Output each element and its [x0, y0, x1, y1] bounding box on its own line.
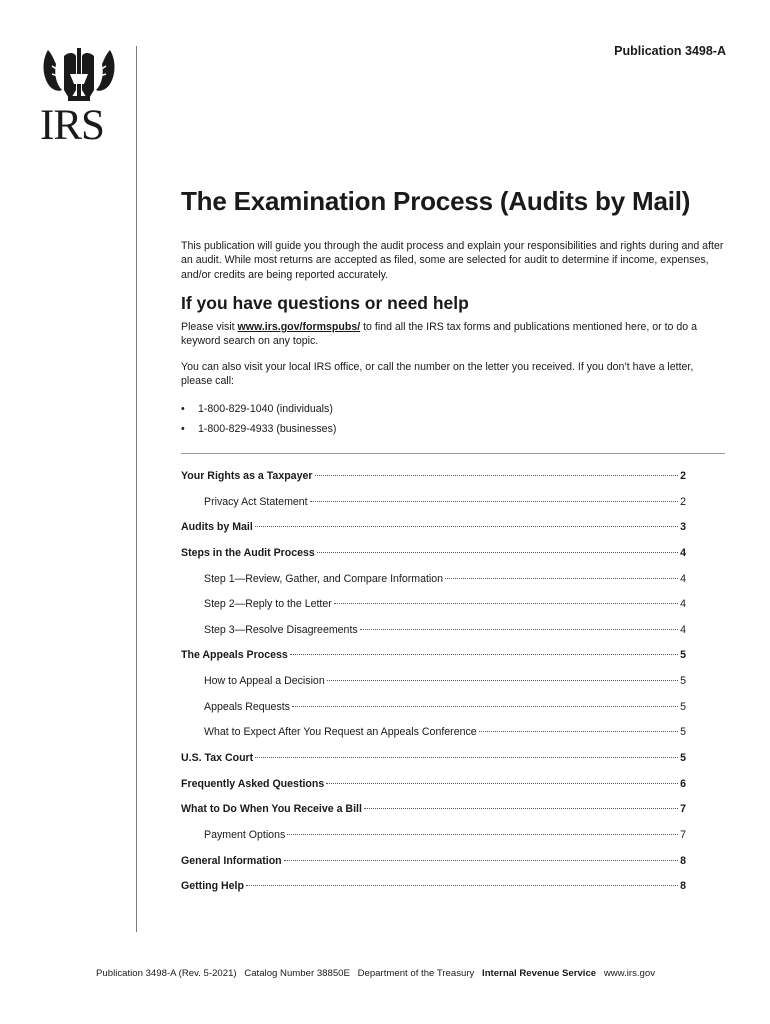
- toc-leader: [292, 706, 678, 707]
- list-item: [181, 399, 336, 419]
- toc-entry-page: 5: [680, 700, 686, 713]
- toc-entry-page: 5: [680, 726, 686, 739]
- toc-entry-label: Steps in the Audit Process: [181, 546, 315, 559]
- toc-entry[interactable]: [181, 829, 686, 855]
- toc-leader: [479, 731, 678, 732]
- toc-entry-page: 8: [680, 880, 686, 893]
- toc-entry-page: 6: [680, 777, 686, 790]
- forms-pubs-link[interactable]: www.irs.gov/formspubs/: [237, 321, 361, 333]
- toc-leader: [255, 757, 678, 758]
- footer-department: Department of the Treasury: [357, 968, 475, 979]
- toc-entry[interactable]: [181, 496, 686, 522]
- toc-leader: [327, 680, 678, 681]
- toc-entry-page: 5: [680, 752, 686, 765]
- toc-entry[interactable]: [181, 624, 686, 650]
- toc-entry-label: Getting Help: [181, 880, 244, 893]
- toc-entry-label: Step 3—Resolve Disagreements: [204, 623, 358, 636]
- toc-leader: [445, 578, 678, 579]
- toc-leader: [310, 501, 678, 502]
- page-title: The Examination Process (Audits by Mail): [181, 186, 691, 216]
- toc-entry-label: Payment Options: [204, 828, 286, 841]
- toc-entry-page: 3: [680, 521, 686, 534]
- footer-catalog: Catalog Number 38850E: [244, 968, 350, 979]
- toc-entry[interactable]: [181, 547, 686, 573]
- toc-entry-page: 4: [680, 623, 686, 636]
- list-item: [181, 419, 336, 439]
- phone-individuals: 1-800-829-1040 (individuals): [198, 403, 333, 415]
- toc-entry[interactable]: [181, 778, 686, 804]
- toc-entry-label: Frequently Asked Questions: [181, 777, 325, 790]
- toc-leader: [255, 526, 678, 527]
- toc-entry-label: U.S. Tax Court: [181, 752, 254, 765]
- toc-leader: [284, 860, 678, 861]
- toc-entry[interactable]: [181, 649, 686, 675]
- table-of-contents: [181, 470, 686, 906]
- logo-text: IRS: [40, 102, 104, 149]
- footer-publication: Publication 3498-A (Rev. 5-2021): [96, 968, 237, 979]
- toc-entry-page: 5: [680, 649, 686, 662]
- toc-entry[interactable]: [181, 573, 686, 599]
- phone-businesses: 1-800-829-4933 (businesses): [198, 423, 337, 435]
- toc-entry-label: Appeals Requests: [204, 700, 290, 713]
- footer: [96, 968, 655, 979]
- toc-leader: [326, 783, 678, 784]
- toc-entry[interactable]: [181, 803, 686, 829]
- toc-entry-label: The Appeals Process: [181, 649, 288, 662]
- visit-text-before: Please visit: [181, 321, 238, 333]
- toc-leader: [287, 834, 678, 835]
- visit-text-after: to find all the IRS tax forms and publications mentioned here, or to do a keyword search on any topic.: [181, 321, 698, 348]
- toc-entry-label: What to Expect After You Request an Appeals Conference: [204, 726, 477, 739]
- footer-url[interactable]: www.irs.gov: [603, 968, 656, 979]
- toc-leader: [334, 603, 678, 604]
- toc-entry[interactable]: [181, 726, 686, 752]
- vertical-divider: [136, 46, 137, 932]
- toc-entry-label: Your Rights as a Taxpayer: [181, 470, 313, 482]
- toc-entry-page: 4: [680, 546, 686, 559]
- toc-entry[interactable]: [181, 752, 686, 778]
- toc-entry-page: 2: [680, 495, 686, 508]
- toc-entry-label: How to Appeal a Decision: [204, 675, 325, 688]
- toc-leader: [364, 808, 678, 809]
- toc-entry[interactable]: [181, 880, 686, 906]
- toc-leader: [317, 552, 678, 553]
- toc-entry-page: 5: [680, 675, 686, 688]
- toc-entry-label: General Information: [181, 854, 282, 867]
- toc-entry-label: Privacy Act Statement: [204, 495, 308, 508]
- toc-leader: [360, 629, 678, 630]
- toc-entry-label: Audits by Mail: [181, 521, 253, 534]
- toc-entry-page: 7: [680, 828, 686, 841]
- local-office-paragraph: You can also visit your local IRS office, or call the number on the letter you received. If you don’t have a letter, please call:: [181, 361, 694, 388]
- toc-entry[interactable]: [181, 675, 686, 701]
- toc-entry-page: 2: [680, 470, 686, 482]
- bullet-icon: •: [181, 403, 185, 415]
- toc-entry[interactable]: [181, 598, 686, 624]
- toc-entry[interactable]: [181, 855, 686, 881]
- toc-entry-label: What to Do When You Receive a Bill: [181, 803, 362, 816]
- toc-entry-page: 4: [680, 598, 686, 611]
- toc-entry-page: 4: [680, 572, 686, 585]
- toc-entry[interactable]: [181, 701, 686, 727]
- toc-entry[interactable]: [181, 521, 686, 547]
- toc-leader: [246, 885, 678, 886]
- bullet-icon: •: [181, 423, 185, 435]
- irs-logo: [40, 44, 118, 154]
- toc-leader: [315, 475, 679, 476]
- toc-entry-page: 7: [680, 803, 686, 816]
- visit-paragraph: [181, 320, 725, 349]
- toc-leader: [290, 654, 678, 655]
- toc-entry-label: Step 1—Review, Gather, and Compare Information: [204, 572, 444, 585]
- section-divider: [181, 453, 725, 454]
- footer-agency: Internal Revenue Service: [482, 968, 597, 979]
- eagle-icon: [40, 44, 118, 106]
- intro-paragraph: This publication will guide you through the audit process and explain your responsibilities and rights during and after an audit. While most returns are accepted as filed, some are selected for audit to determine if income, expenses, and/or credits are being reported accurately.: [181, 240, 724, 281]
- phone-list: [181, 399, 336, 439]
- publication-number: Publication 3498-A: [614, 44, 726, 58]
- help-heading: If you have questions or need help: [181, 293, 469, 313]
- toc-entry[interactable]: [181, 470, 686, 496]
- toc-entry-label: Step 2—Reply to the Letter: [204, 598, 332, 611]
- toc-entry-page: 8: [680, 854, 686, 867]
